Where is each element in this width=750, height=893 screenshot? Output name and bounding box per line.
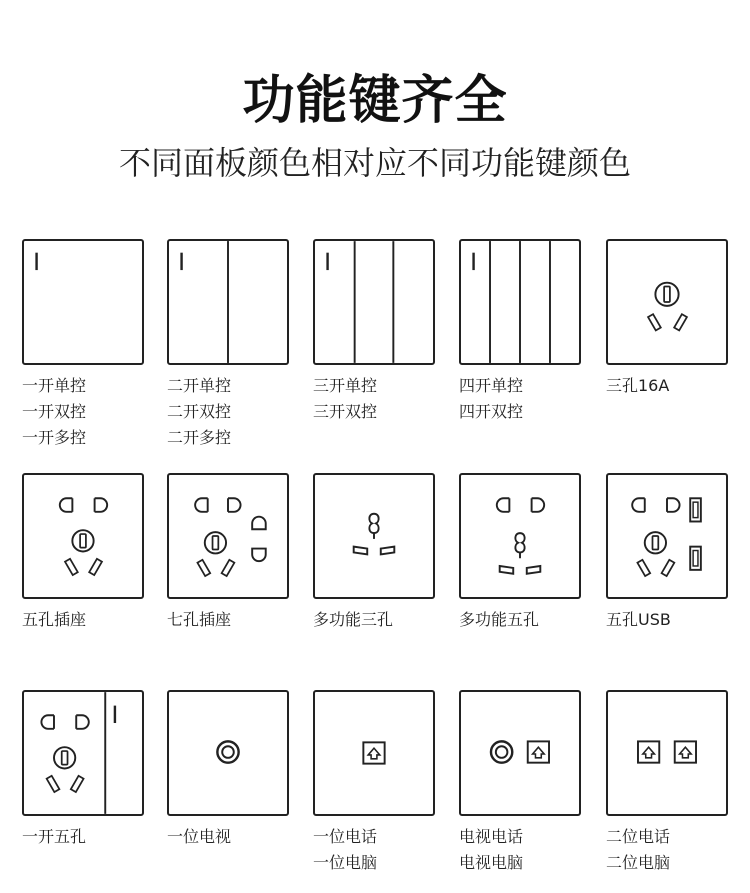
multi-five-pin-panel [459, 473, 581, 599]
multi-three-pin-panel [313, 473, 435, 599]
product-seven-pin-socket[interactable] [167, 473, 291, 633]
product-label: 一开双控 [22, 402, 87, 421]
product-label: 四开单控 [459, 376, 524, 395]
product-label: 二开多控 [167, 428, 232, 447]
universal-socket-icon [315, 475, 433, 597]
three-gang-switch-icon [315, 241, 433, 363]
switch-socket-icon [24, 692, 142, 814]
product-switch-five-pin[interactable] [22, 690, 146, 850]
product-one-gang-switch[interactable] [22, 239, 146, 451]
product-four-gang-switch[interactable] [459, 239, 583, 425]
multi-five-pin-icon [461, 475, 579, 597]
two-gang-switch-icon [169, 241, 287, 363]
page-subtitle: 不同面板颜色相对应不同功能键颜色 [118, 144, 631, 182]
product-label: 二位电话 [606, 827, 671, 846]
product-label: 二开单控 [167, 376, 232, 395]
product-double-phone-data[interactable] [606, 690, 730, 876]
product-two-gang-switch[interactable] [167, 239, 291, 451]
product-tv-phone[interactable] [459, 690, 583, 876]
switch-five-pin-panel [22, 690, 144, 816]
product-label: 三开单控 [313, 376, 378, 395]
product-label: 二开双控 [167, 402, 232, 421]
five-pin-usb-panel [606, 473, 728, 599]
rj-jack-icon [315, 692, 433, 814]
one-gang-switch-icon [24, 241, 142, 363]
three-gang-switch-panel [313, 239, 435, 365]
seven-pin-socket-panel [167, 473, 289, 599]
product-label: 一位电视 [167, 827, 232, 846]
product-label: 五孔USB [606, 610, 671, 629]
product-label: 电视电脑 [459, 853, 524, 872]
double-phone-data-panel [606, 690, 728, 816]
product-multi-five-pin[interactable] [459, 473, 583, 633]
seven-pin-socket-icon [169, 475, 287, 597]
product-label: 一位电脑 [313, 853, 378, 872]
product-three-pin-16a[interactable] [606, 239, 730, 399]
tv-socket-panel [167, 690, 289, 816]
product-label: 电视电话 [459, 827, 524, 846]
double-rj-jack-icon [608, 692, 726, 814]
product-three-gang-switch[interactable] [313, 239, 437, 425]
four-gang-switch-panel [459, 239, 581, 365]
product-phone-data[interactable] [313, 690, 437, 876]
product-label: 一开多控 [22, 428, 87, 447]
product-label: 七孔插座 [167, 610, 232, 629]
three-pin-socket-icon [608, 241, 726, 363]
product-label: 一开单控 [22, 376, 87, 395]
product-label: 多功能五孔 [459, 610, 540, 629]
product-label: 四开双控 [459, 402, 524, 421]
five-pin-socket-panel [22, 473, 144, 599]
one-gang-switch-panel [22, 239, 144, 365]
product-label: 二位电脑 [606, 853, 671, 872]
product-multi-three-pin[interactable] [313, 473, 437, 633]
two-gang-switch-panel [167, 239, 289, 365]
product-tv-single[interactable] [167, 690, 291, 850]
product-label: 一开五孔 [22, 827, 87, 846]
product-five-pin-usb[interactable] [606, 473, 730, 633]
five-pin-socket-icon [24, 475, 142, 597]
product-label: 三孔16A [606, 376, 670, 395]
tv-socket-icon [169, 692, 287, 814]
tv-rj-jack-icon [461, 692, 579, 814]
usb-socket-icon [608, 475, 726, 597]
product-five-pin-socket[interactable] [22, 473, 146, 633]
product-label: 五孔插座 [22, 610, 87, 629]
four-gang-switch-icon [461, 241, 579, 363]
tv-phone-panel [459, 690, 581, 816]
three-pin-socket-panel [606, 239, 728, 365]
product-label: 多功能三孔 [313, 610, 394, 629]
phone-data-panel [313, 690, 435, 816]
product-label: 一位电话 [313, 827, 378, 846]
product-label: 三开双控 [313, 402, 378, 421]
page-title: 功能键齐全 [242, 71, 508, 131]
